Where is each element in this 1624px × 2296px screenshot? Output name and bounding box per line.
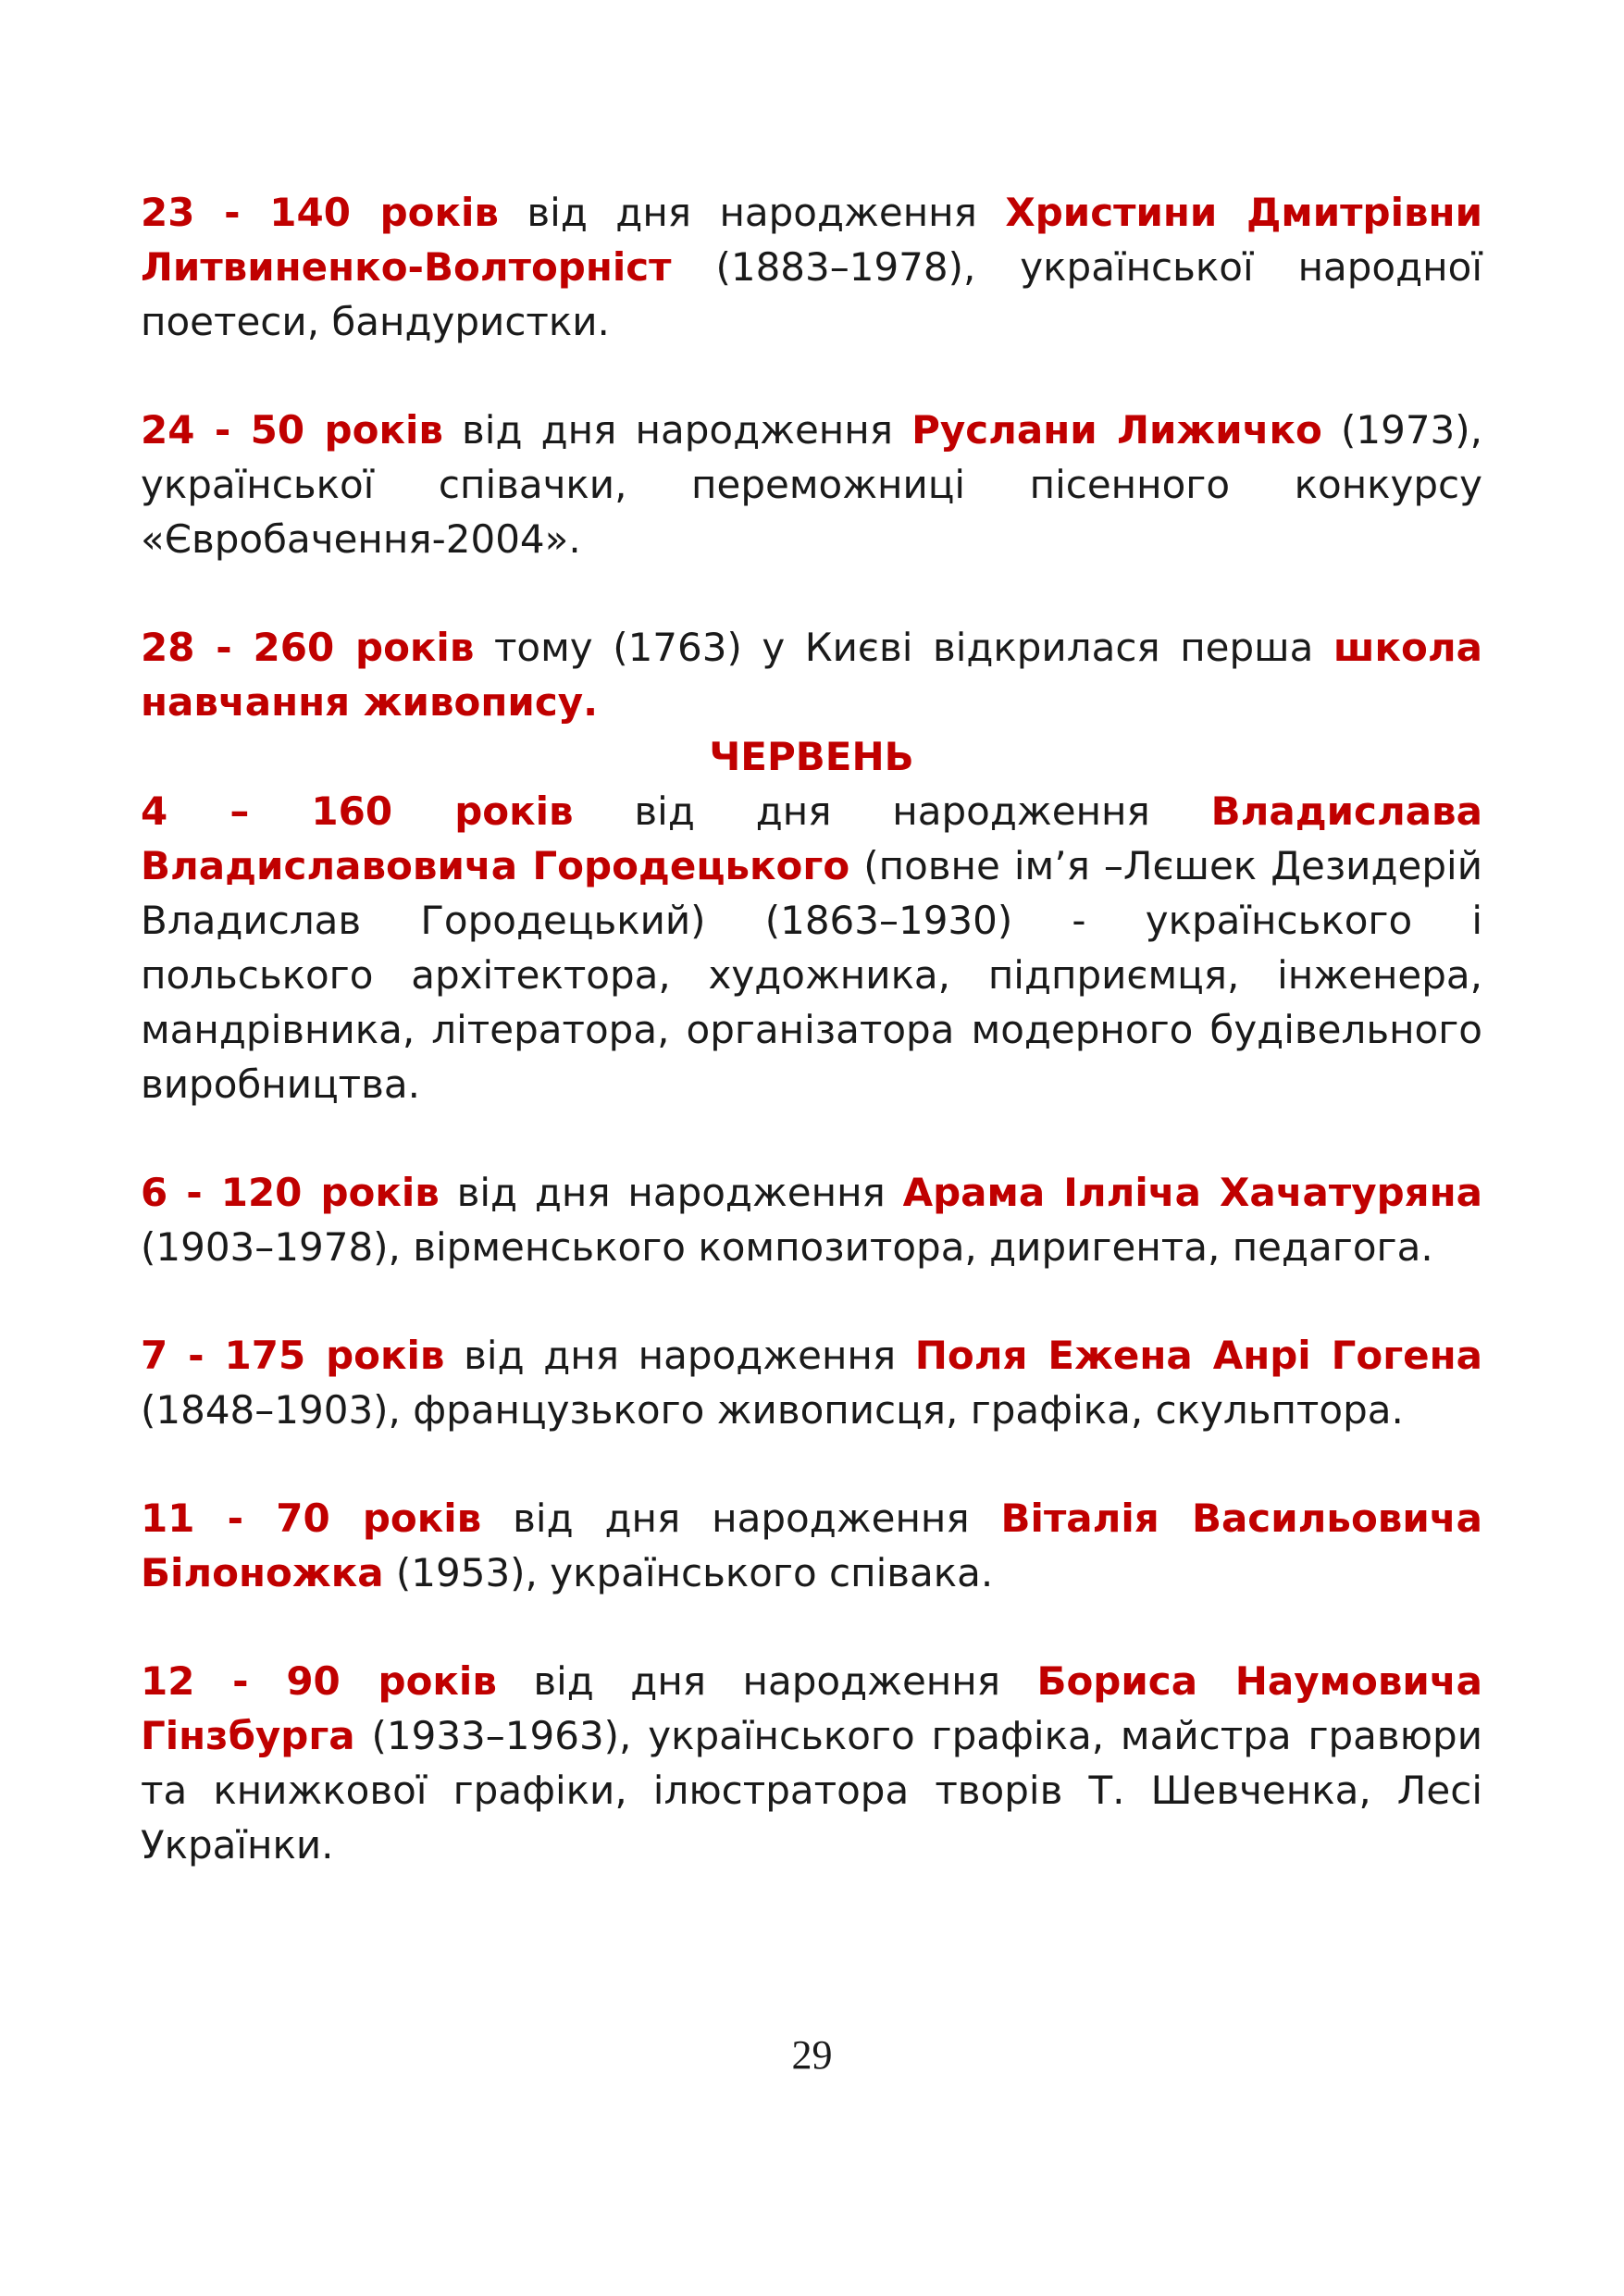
entry-date: 12 - 90 років	[141, 1658, 497, 1704]
entry-person-name: Бориса Наумовича Гінзбурга	[141, 1658, 1483, 1758]
entry-date: 6 - 120 років	[141, 1170, 440, 1215]
month-heading: ЧЕРВЕНЬ	[709, 734, 914, 779]
entry-date: 11 - 70 років	[141, 1496, 482, 1541]
entry-may-23	[141, 185, 1482, 349]
entry-person-name: Владислава Владиславовича Городецького	[141, 788, 1482, 888]
entry-text: (1903–1978), вірменського композитора, диригента, педагога.	[141, 1224, 1433, 1270]
entry-june-11	[141, 1491, 1482, 1600]
entry-june-7	[141, 1328, 1482, 1437]
entry-june-6	[141, 1165, 1482, 1274]
entry-text: від дня народження	[444, 1333, 915, 1378]
entry-june-12	[141, 1654, 1482, 1872]
entry-text: від дня народження	[573, 788, 1211, 834]
entry-person-name: Христини Дмитрівни Литвиненко-Волторніст	[141, 190, 1482, 290]
entry-text: від дня народження	[496, 1658, 1037, 1704]
entry-date: 4 – 160 років	[141, 788, 574, 834]
entry-date: 24 - 50 років	[141, 407, 443, 453]
entry-june-4	[141, 784, 1482, 1111]
entry-date: 7 - 175 років	[141, 1333, 445, 1378]
entry-text: від дня народження	[499, 190, 1006, 235]
entry-may-28	[141, 620, 1482, 729]
entry-person-name: Руслани Лижичко	[911, 407, 1322, 453]
entry-highlight: школа навчання живопису.	[141, 625, 1482, 725]
page-content	[141, 185, 1482, 1926]
entry-may-24	[141, 403, 1482, 566]
entry-date: 23 - 140 років	[141, 190, 499, 235]
entry-text: від дня народження	[442, 407, 912, 453]
entry-text: від дня народження	[439, 1170, 903, 1215]
entry-person-name: Поля Ежена Анрі Гогена	[914, 1333, 1482, 1378]
entry-person-name: Арама Ілліча Хачатуряна	[902, 1170, 1482, 1215]
entry-date: 28 - 260 років	[141, 625, 475, 670]
entry-text: (1883–1978), української народної поетеси, бандуристки.	[141, 244, 1482, 344]
entry-text: від дня народження	[481, 1496, 1001, 1541]
entry-text: (повне ім’я –Лєшек Дезидерій Владислав Городецький) (1863–1930) - українського і польського архітектора, художника, підприємця, інженера, мандрівника, літератора, організатора модерного будівельного виробництва.	[141, 843, 1482, 1107]
entry-text: (1933–1963), українського графіка, майстра гравюри та книжкової графіки, ілюстратора творів Т. Шевченка, Лесі Українки.	[141, 1713, 1482, 1868]
entry-text: (1973), української співачки, переможниці пісенного конкурсу «Євробачення-2004».	[141, 407, 1482, 562]
entry-text: (1848–1903), французького живописця, графіка, скульптора.	[141, 1387, 1404, 1433]
page-number: 29	[791, 2032, 833, 2078]
entry-text: (1953), українського співака.	[383, 1550, 994, 1595]
entry-text: тому (1763) у Києві відкрилася перша	[474, 625, 1333, 670]
entry-person-name: Віталія Васильовича Білоножка	[141, 1496, 1482, 1595]
